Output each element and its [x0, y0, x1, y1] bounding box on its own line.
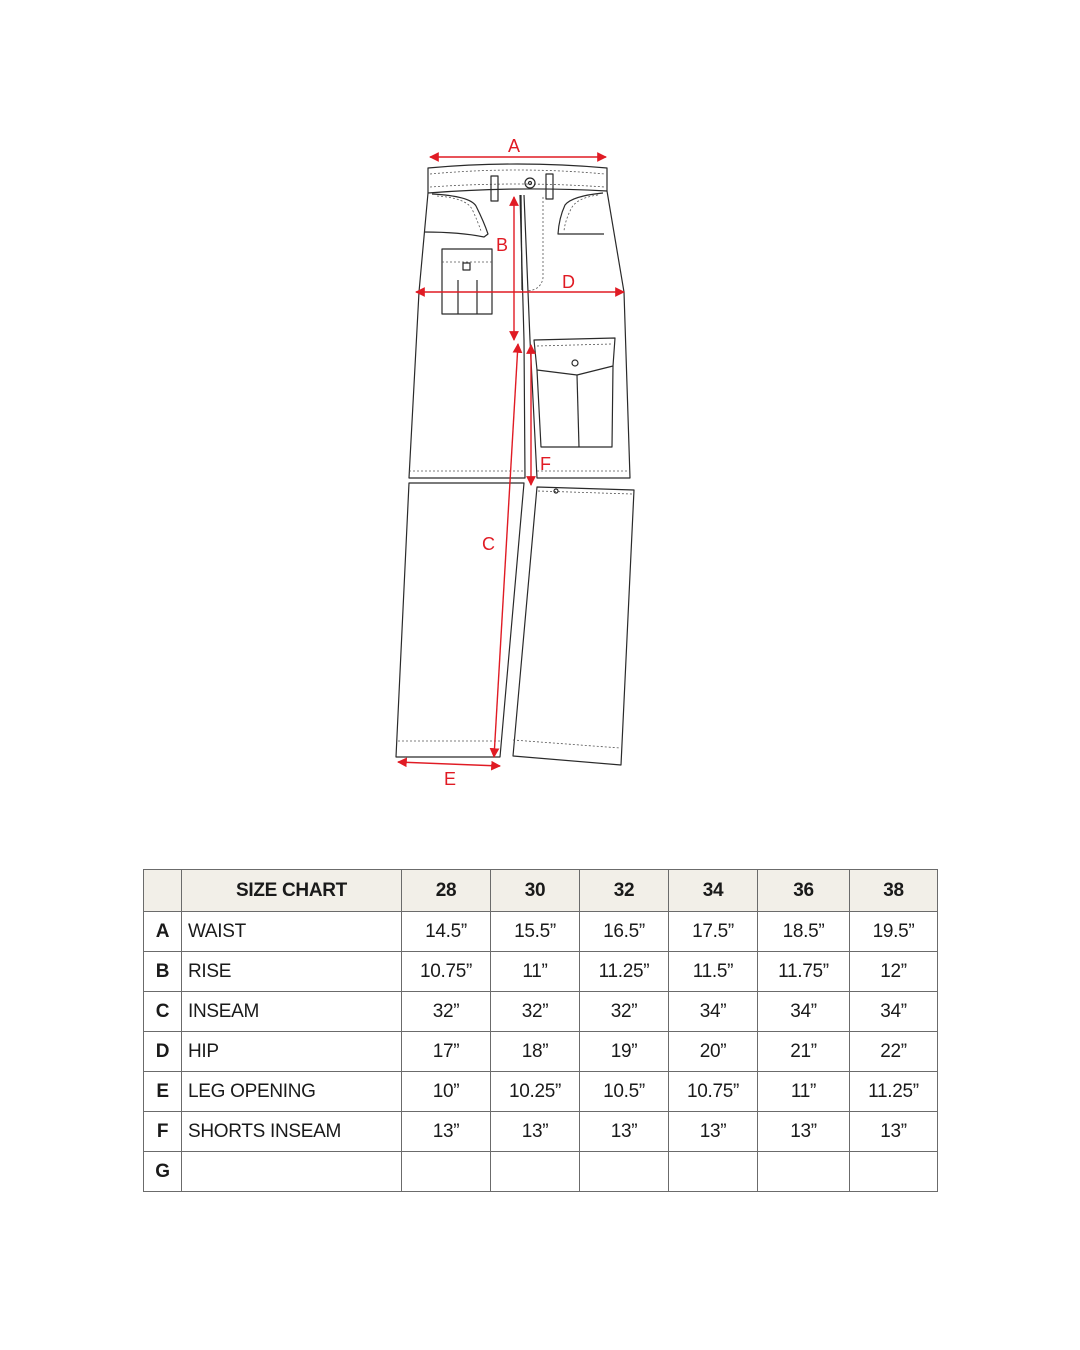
measurement-letter: F: [144, 1112, 182, 1152]
size-header: 30: [491, 870, 580, 912]
measurement-value: 11.25”: [580, 952, 669, 992]
measurement-value: 11.75”: [758, 952, 850, 992]
size-header: 32: [580, 870, 669, 912]
measurement-letter: G: [144, 1152, 182, 1192]
size-chart-table: [143, 869, 938, 1192]
measurement-value: 17.5”: [669, 912, 758, 952]
table-row: [144, 1072, 938, 1112]
measurement-value: 16.5”: [580, 912, 669, 952]
table-row: [144, 912, 938, 952]
size-header: 34: [669, 870, 758, 912]
measurement-letter: E: [144, 1072, 182, 1112]
label-a: A: [508, 136, 521, 156]
table-row: [144, 1112, 938, 1152]
measurement-value: 18”: [491, 1032, 580, 1072]
measurement-value: [758, 1152, 850, 1192]
measurement-value: 13”: [850, 1112, 938, 1152]
measurement-letter: C: [144, 992, 182, 1032]
measurement-value: 11”: [491, 952, 580, 992]
table-row: [144, 1152, 938, 1192]
measurement-name: [182, 1152, 402, 1192]
measurement-value: 18.5”: [758, 912, 850, 952]
table-row: [144, 952, 938, 992]
size-header: 38: [850, 870, 938, 912]
measurement-value: 17”: [402, 1032, 491, 1072]
pants-outline: [396, 164, 634, 765]
corner-cell: [144, 870, 182, 912]
table-row: [144, 992, 938, 1032]
measurement-value: 10.75”: [402, 952, 491, 992]
measurement-value: 12”: [850, 952, 938, 992]
measurement-value: [580, 1152, 669, 1192]
measurement-value: 34”: [850, 992, 938, 1032]
measurement-letter: B: [144, 952, 182, 992]
measurement-value: 20”: [669, 1032, 758, 1072]
measure-line-e: [398, 762, 500, 766]
measurement-value: 19.5”: [850, 912, 938, 952]
measurement-value: 21”: [758, 1032, 850, 1072]
label-c: C: [482, 534, 495, 554]
size-header: 36: [758, 870, 850, 912]
measurement-name: SHORTS INSEAM: [182, 1112, 402, 1152]
measurement-value: 10”: [402, 1072, 491, 1112]
measurement-value: 34”: [669, 992, 758, 1032]
measurement-value: 13”: [402, 1112, 491, 1152]
measurement-lines: [398, 157, 624, 766]
size-chart-title: SIZE CHART: [182, 870, 402, 912]
measurement-value: 13”: [669, 1112, 758, 1152]
measurement-value: 13”: [491, 1112, 580, 1152]
size-header: 28: [402, 870, 491, 912]
measurement-value: 22”: [850, 1032, 938, 1072]
measurement-value: 13”: [580, 1112, 669, 1152]
label-e: E: [444, 769, 457, 789]
measurement-value: [850, 1152, 938, 1192]
measurement-value: 10.25”: [491, 1072, 580, 1112]
measurement-value: 34”: [758, 992, 850, 1032]
measurement-value: 32”: [580, 992, 669, 1032]
measurement-value: 14.5”: [402, 912, 491, 952]
size-header-row: [144, 870, 938, 912]
measurement-name: HIP: [182, 1032, 402, 1072]
measurement-name: LEG OPENING: [182, 1072, 402, 1112]
measurement-value: 19”: [580, 1032, 669, 1072]
measurement-value: 11.25”: [850, 1072, 938, 1112]
measurement-value: 32”: [491, 992, 580, 1032]
measurement-value: 11.5”: [669, 952, 758, 992]
measurement-letter: D: [144, 1032, 182, 1072]
table-row: [144, 1032, 938, 1072]
measurement-name: RISE: [182, 952, 402, 992]
measurement-value: 13”: [758, 1112, 850, 1152]
measurement-name: INSEAM: [182, 992, 402, 1032]
measurement-value: 10.5”: [580, 1072, 669, 1112]
label-b: B: [496, 235, 509, 255]
measurement-name: WAIST: [182, 912, 402, 952]
measurement-value: [402, 1152, 491, 1192]
measurement-value: 15.5”: [491, 912, 580, 952]
measurement-value: 11”: [758, 1072, 850, 1112]
measurement-value: [669, 1152, 758, 1192]
label-d: D: [562, 272, 575, 292]
measurement-value: 32”: [402, 992, 491, 1032]
measurement-value: [491, 1152, 580, 1192]
measurement-value: 10.75”: [669, 1072, 758, 1112]
measurement-letter: A: [144, 912, 182, 952]
label-f: F: [540, 454, 551, 474]
